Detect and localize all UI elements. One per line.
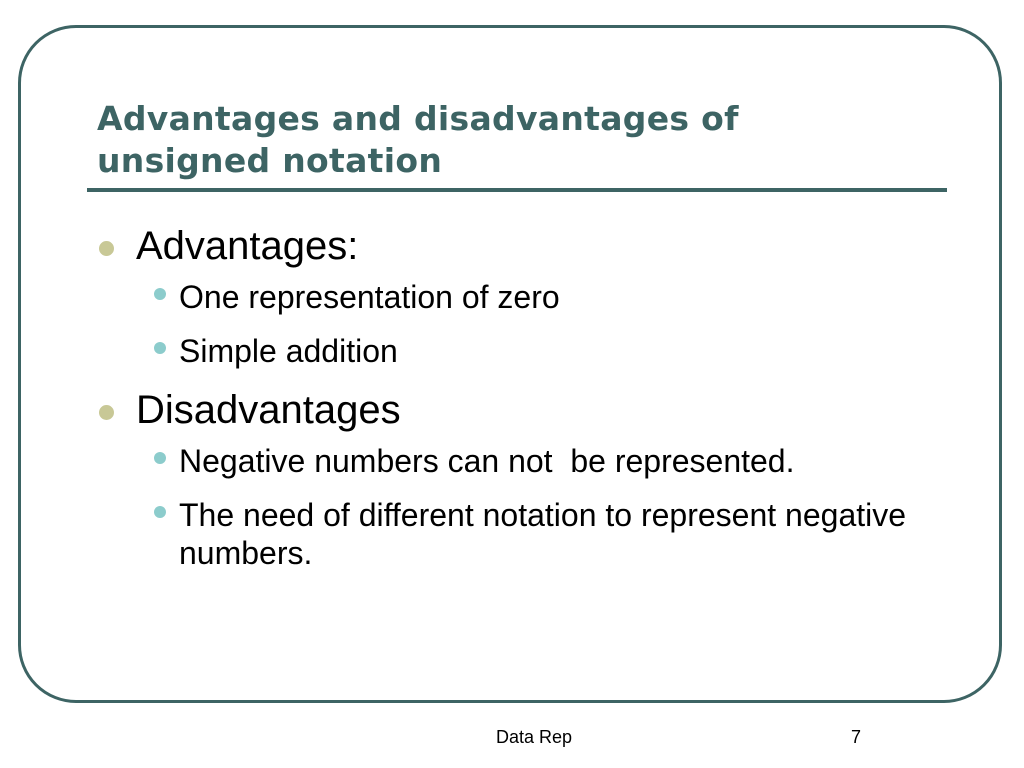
bullet-advantages <box>96 222 936 370</box>
sub-bullet-text: One representation of zero <box>179 279 560 315</box>
slide-title <box>97 98 917 182</box>
bullet-label: Advantages: <box>136 224 359 268</box>
page-number: 7 <box>851 727 862 747</box>
sub-bullet-list <box>136 278 936 370</box>
sub-bullet-text: Simple addition <box>179 333 398 369</box>
sub-bullet-dot-icon <box>154 506 166 518</box>
sub-bullet-text: Negative numbers can not be represented. <box>179 443 795 479</box>
sub-bullet-dot-icon <box>154 288 166 300</box>
sub-bullet-text: The need of different notation to represent negative numbers. <box>179 497 907 571</box>
sub-bullet-item <box>136 278 936 316</box>
sub-bullet-list <box>136 442 936 572</box>
sub-bullet-item <box>136 496 936 572</box>
bullet-dot-icon <box>99 405 114 420</box>
footer-label: Data Rep <box>496 727 573 747</box>
title-line-2: unsigned notation <box>97 141 443 180</box>
sub-bullet-item <box>136 442 936 480</box>
bullet-dot-icon <box>99 241 114 256</box>
title-line-1: Advantages and disadvantages of <box>97 99 739 138</box>
title-underline <box>87 188 947 192</box>
sub-bullet-dot-icon <box>154 452 166 464</box>
bullet-disadvantages <box>96 386 936 572</box>
sub-bullet-item <box>136 332 936 370</box>
sub-bullet-dot-icon <box>154 342 166 354</box>
bullet-label: Disadvantages <box>136 388 401 432</box>
bullet-list <box>96 222 936 588</box>
